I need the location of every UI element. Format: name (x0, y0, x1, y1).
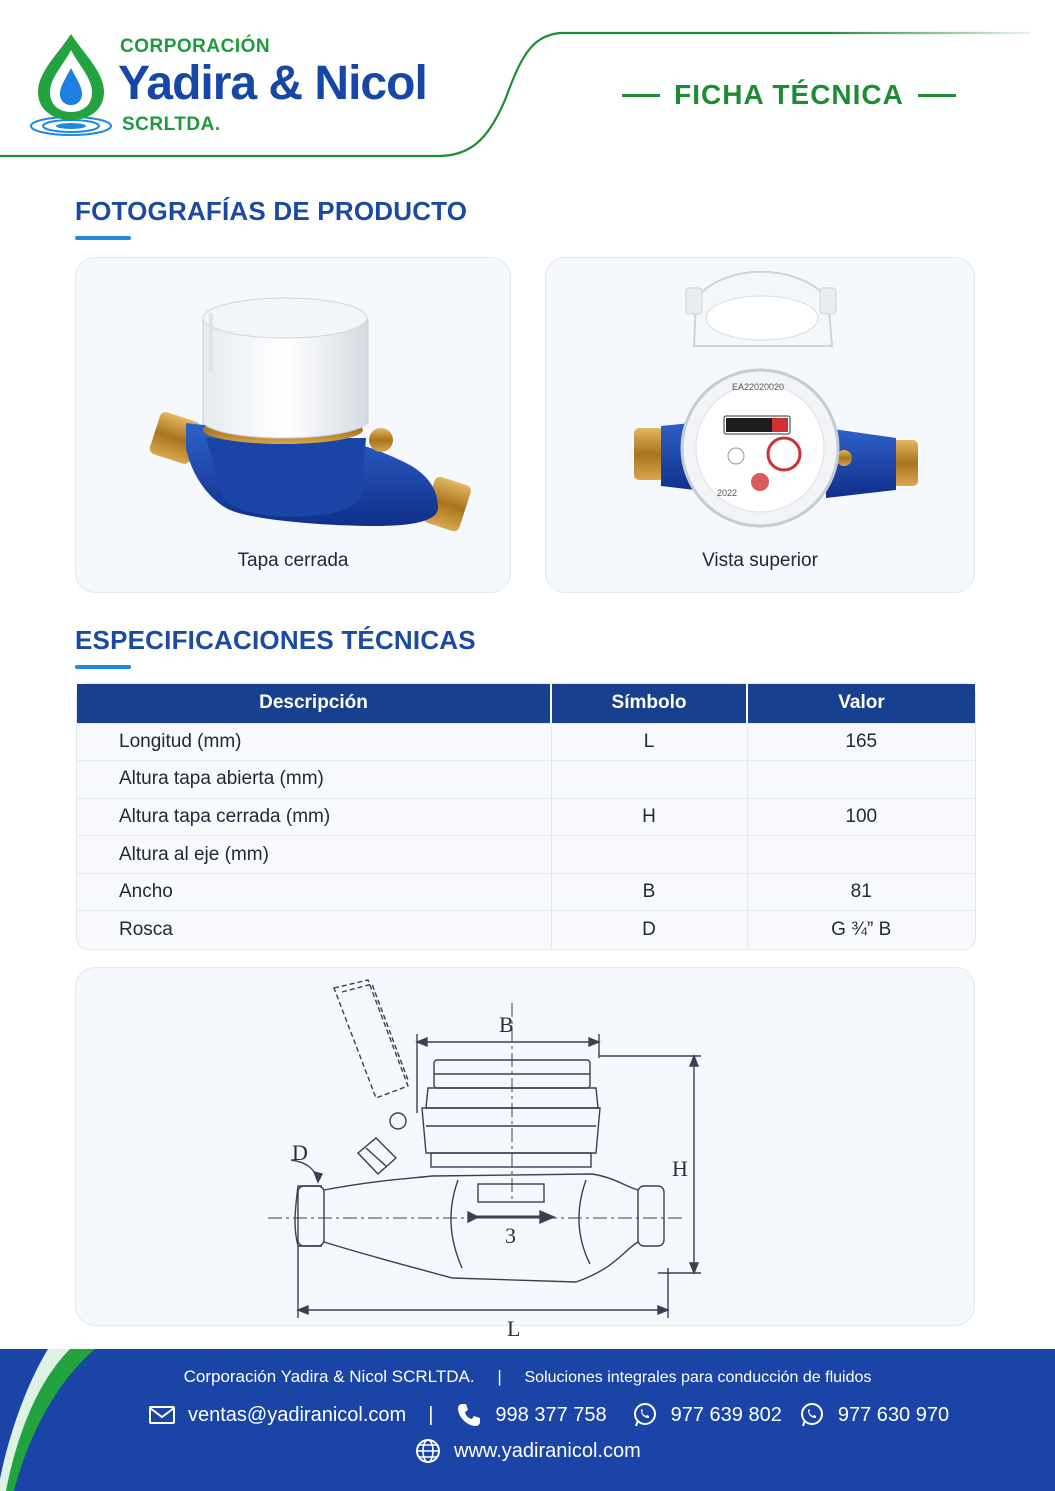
cell-symbol (551, 761, 747, 799)
cell-description: Altura tapa abierta (mm) (77, 761, 551, 799)
footer-whatsapp-1-text[interactable]: 977 639 802 (670, 1403, 782, 1426)
table-row (77, 723, 975, 761)
specs-table (76, 683, 976, 950)
cell-description: Altura tapa cerrada (mm) (77, 798, 551, 836)
dimension-label-l: L (507, 1316, 521, 1341)
flow-direction-label: 3 (505, 1223, 516, 1248)
dimension-label-h: H (672, 1156, 688, 1181)
photo-caption-closed: Tapa cerrada (237, 550, 349, 571)
footer-email-text[interactable]: ventas@yadiranicol.com (188, 1403, 407, 1426)
column-header-value: Valor (747, 684, 975, 723)
table-row (77, 836, 975, 874)
title-rule-left (622, 94, 660, 97)
footer-whatsapp-2-text[interactable]: 977 630 970 (837, 1403, 950, 1426)
water-meter-closed-image (76, 258, 512, 558)
cell-symbol: D (551, 911, 747, 949)
meter-serial: EA22020020 (732, 382, 785, 392)
footer-contacts-separator: | (428, 1403, 434, 1426)
dimension-label-d: D (292, 1140, 308, 1165)
water-meter-top-view-image (546, 258, 976, 558)
column-header-symbol: Símbolo (551, 684, 747, 723)
footer-company-name: Corporación Yadira & Nicol SCRLTDA. (183, 1367, 475, 1386)
cell-value: 100 (747, 798, 975, 836)
technical-drawing (76, 968, 976, 1341)
footer-website[interactable] (414, 1437, 641, 1465)
cell-value (747, 761, 975, 799)
cell-description: Longitud (mm) (77, 723, 551, 761)
photo-caption-top: Vista superior (702, 550, 818, 571)
document-type (616, 78, 962, 112)
photos-section-title: FOTOGRAFÍAS DE PRODUCTO (75, 196, 468, 226)
specs-table-header (77, 684, 975, 723)
page-footer (0, 1349, 1055, 1491)
page-header (0, 0, 1055, 165)
title-rule-right (918, 94, 956, 97)
footer-company-line (0, 1367, 1055, 1387)
whatsapp-icon (631, 1401, 659, 1429)
table-row (77, 911, 975, 949)
footer-separator: | (497, 1367, 502, 1386)
table-row (77, 798, 975, 836)
cell-value (747, 836, 975, 874)
specs-title-underline (75, 665, 131, 669)
specs-section-title: ESPECIFICACIONES TÉCNICAS (75, 625, 476, 655)
brand-name: Yadira & Nicol (118, 57, 427, 110)
footer-contacts (148, 1401, 949, 1429)
footer-tagline: Soluciones integrales para conducción de fluidos (524, 1369, 872, 1386)
column-header-description: Descripción (77, 684, 551, 723)
brand-prefix: CORPORACIÓN (120, 36, 271, 57)
table-row (77, 873, 975, 911)
phone-icon (455, 1401, 483, 1429)
photos-title-underline (75, 236, 131, 240)
footer-phone-text[interactable]: 998 377 758 (495, 1403, 607, 1426)
footer-whatsapp-1[interactable] (631, 1401, 782, 1429)
cell-value: 165 (747, 723, 975, 761)
cell-description: Rosca (77, 911, 551, 949)
technical-drawing-card (75, 967, 975, 1341)
cell-symbol (551, 836, 747, 874)
photo-card-top (545, 257, 975, 593)
table-row (77, 761, 975, 799)
photo-card-closed (75, 257, 511, 593)
mail-icon (148, 1401, 176, 1429)
cell-symbol: B (551, 873, 747, 911)
brand-logo (28, 30, 114, 140)
cell-description: Altura al eje (mm) (77, 836, 551, 874)
dimension-label-b: B (499, 1012, 514, 1037)
whatsapp-icon (798, 1401, 826, 1429)
cell-value: 81 (747, 873, 975, 911)
cell-value: G ¾” B (747, 911, 975, 949)
document-type-title: FICHA TÉCNICA (674, 79, 904, 110)
cell-description: Ancho (77, 873, 551, 911)
cell-symbol: L (551, 723, 747, 761)
globe-icon (414, 1437, 442, 1465)
meter-year: 2022 (717, 488, 738, 498)
footer-website-text[interactable]: www.yadiranicol.com (454, 1439, 641, 1462)
cell-symbol: H (551, 798, 747, 836)
footer-email[interactable] (148, 1401, 406, 1429)
footer-whatsapp-2[interactable] (798, 1401, 949, 1429)
footer-phone[interactable] (455, 1401, 606, 1429)
brand-suffix: SCRLTDA. (122, 114, 221, 135)
